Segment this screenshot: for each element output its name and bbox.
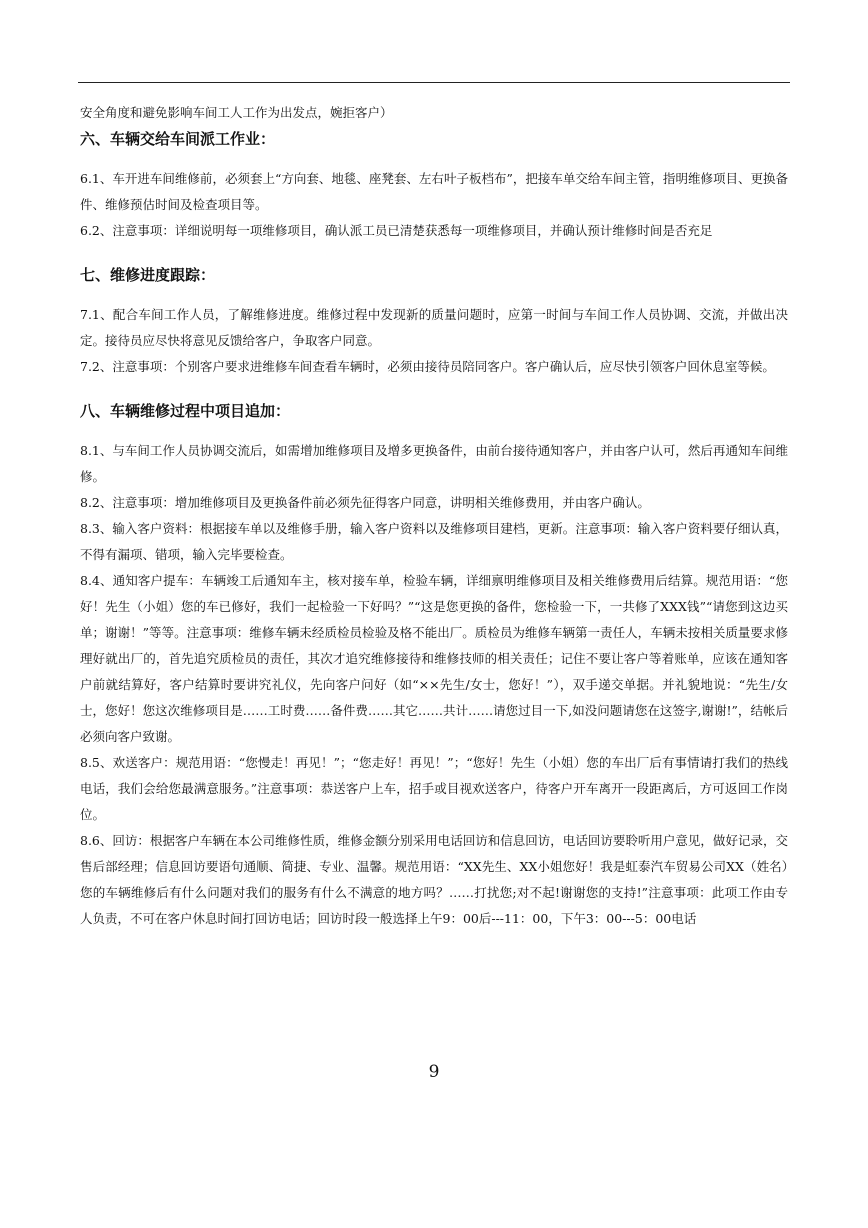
paragraph-6-2: 6.2、注意事项：详细说明每一项维修项目，确认派工员已清楚获悉每一项维修项目，并确认预计维修时间是否充足 bbox=[80, 223, 713, 238]
section-heading-8: 八、车辆维修过程中项目追加： bbox=[80, 402, 291, 420]
paragraph-8-6: 8.6、回访：根据客户车辆在本公司维修性质，维修金额分别采用电话回访和信息回访，电话回访要聆听用户意见，做好记录，交售后部经理；信息回访要语句通顺、简捷、专业、温馨。规范用语：“XX先生、XX小姐您好！我是虹泰汽车贸易公司XX（姓名）您的车辆维修后有什么问题对我们的服务有什么不满意的地方吗？……打扰您;对不起!谢谢您的支持!”注意事项：此项工作由专人负责，不可在客户休息时间打回访电话；回访时段一般选择上午9：00后---11：00，下午3：00---5：00电话 bbox=[80, 833, 788, 926]
paragraph-7-1: 7.1、配合车间工作人员，了解维修进度。维修过程中发现新的质量问题时，应第一时间与车间工作人员协调、交流，并做出决定。接待员应尽快将意见反馈给客户，争取客户同意。 bbox=[80, 307, 788, 348]
section-heading-6: 六、车辆交给车间派工作业： bbox=[80, 130, 276, 148]
intro-text: 安全角度和避免影响车间工人工作为出发点，婉拒客户） bbox=[80, 105, 393, 120]
header-rule bbox=[78, 82, 790, 83]
page-content bbox=[80, 100, 788, 932]
paragraph-8-1: 8.1、与车间工作人员协调交流后，如需增加维修项目及增多更换备件，由前台接待通知客户，并由客户认可，然后再通知车间维修。 bbox=[80, 443, 788, 484]
section-heading-7: 七、维修进度跟踪： bbox=[80, 266, 216, 284]
paragraph-7-2: 7.2、注意事项：个别客户要求进维修车间查看车辆时，必须由接待员陪同客户。客户确认后，应尽快引领客户回休息室等候。 bbox=[80, 359, 775, 374]
page-number: 9 bbox=[428, 1062, 440, 1082]
paragraph-8-2: 8.2、注意事项：增加维修项目及更换备件前必须先征得客户同意，讲明相关维修费用，并由客户确认。 bbox=[80, 495, 650, 510]
paragraph-6-1: 6.1、车开进车间维修前，必须套上“方向套、地毯、座凳套、左右叶子板档布”，把接车单交给车间主管，指明维修项目、更换备件、维修预估时间及检查项目等。 bbox=[80, 171, 788, 212]
paragraph-8-5: 8.5、欢送客户：规范用语：“您慢走！再见！”；“您走好！再见！”；“您好！先生（小姐）您的车出厂后有事情请打我们的热线电话，我们会给您最满意服务。”注意事项：恭送客户上车，招手或目视欢送客户，待客户开车离开一段距离后，方可返回工作岗位。 bbox=[80, 755, 788, 822]
paragraph-8-4: 8.4、通知客户提车：车辆竣工后通知车主，核对接车单，检验车辆，详细禀明维修项目及相关维修费用后结算。规范用语：“您好！先生（小姐）您的车已修好，我们一起检验一下好吗？”“这是您更换的备件，您检验一下，一共修了XXX钱”“请您到这边买单；谢谢！”等等。注意事项：维修车辆未经质检员检验及格不能出厂。质检员为维修车辆第一责任人，车辆未按相关质量要求修理好就出厂的，首先追究质检员的责任，其次才追究维修接待和维修技师的相关责任；记住不要让客户等着账单，应该在通知客户前就结算好，客户结算时要讲究礼仪，先向客户问好（如“××先生/女士，您好！”），双手递交单据。并礼貌地说：“先生/女士，您好！您这次维修项目是……工时费……备件费……其它……共计……请您过目一下,如没问题请您在这签字,谢谢!”，结帐后必须向客户致谢。 bbox=[80, 573, 788, 744]
paragraph-8-3: 8.3、输入客户资料：根据接车单以及维修手册，输入客户资料以及维修项目建档，更新。注意事项：输入客户资料要仔细认真，不得有漏项、错项，输入完毕要检查。 bbox=[80, 521, 788, 562]
